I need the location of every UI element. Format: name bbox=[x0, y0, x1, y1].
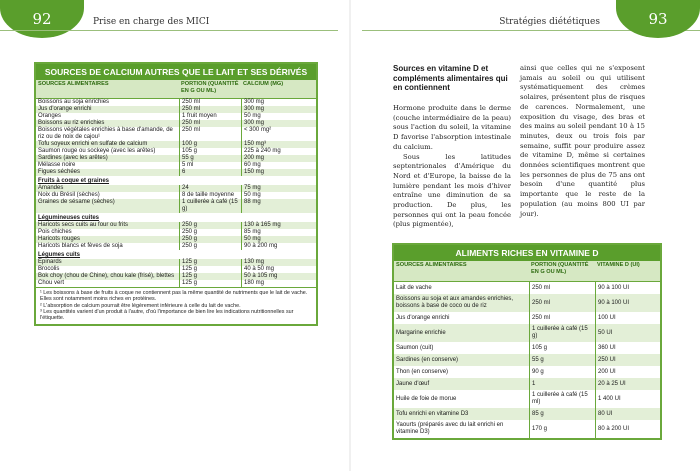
portion-cell: 55 g bbox=[529, 354, 595, 366]
value-cell: 88 mg bbox=[241, 199, 312, 213]
portion-cell: 250 ml bbox=[529, 294, 595, 312]
body-text-column-1 bbox=[393, 104, 511, 230]
portion-cell: 125 g bbox=[179, 280, 241, 287]
page-spine bbox=[349, 0, 351, 471]
food-cell: Haricots secs cuits au four ou frits bbox=[38, 222, 129, 228]
food-cell: Jus d'orange enrichi bbox=[396, 314, 450, 321]
col-header-portion: PORTION (QUANTITÉ EN G OU ML) bbox=[531, 262, 589, 275]
value-cell: 50 mg bbox=[241, 236, 312, 243]
footnote-3: ³ Les quantités varient d'un produit à l'autre, d'où l'importance de bien lire les indications nutritionnelles sur l'étiquette. bbox=[40, 308, 294, 322]
table-row bbox=[36, 259, 316, 266]
portion-cell: 100 g bbox=[179, 141, 241, 148]
col-header-food: SOURCES ALIMENTAIRES bbox=[396, 262, 467, 268]
vitamin-d-table-title: ALIMENTS RICHES EN VITAMINE D bbox=[394, 245, 660, 261]
table-row bbox=[394, 324, 660, 342]
footnote-1: ¹ Les boissons à base de fruits à coque ne contiennent pas la même quantité de nutriments que le lait de vache. Elles sont notamment moins riches en protéines. bbox=[40, 290, 308, 303]
section-label: Fruits à coque et graines bbox=[38, 178, 110, 184]
portion-cell: 125 g bbox=[179, 266, 241, 273]
food-cell: Saumon (cuit) bbox=[396, 344, 434, 351]
calcium-table-title: SOURCES DE CALCIUM AUTRES QUE LE LAIT ET SES DÉRIVÉS bbox=[36, 64, 316, 80]
calcium-rows bbox=[36, 99, 316, 287]
value-cell: 225 à 240 mg bbox=[241, 148, 312, 155]
section-header-legumes bbox=[36, 213, 316, 222]
table-row bbox=[394, 378, 660, 390]
section-header-nuts bbox=[36, 176, 316, 185]
value-cell: 130 mg bbox=[241, 259, 312, 266]
value-cell: 1 400 UI bbox=[595, 390, 656, 408]
value-cell: 150 mg³ bbox=[241, 141, 312, 148]
value-cell: 50 mg bbox=[241, 192, 312, 199]
value-cell: 85 mg bbox=[241, 229, 312, 236]
table-notes bbox=[36, 287, 316, 324]
table-row bbox=[394, 282, 660, 294]
value-cell: 75 mg bbox=[241, 185, 312, 192]
table-row bbox=[36, 273, 316, 280]
table-row bbox=[36, 243, 316, 250]
value-cell: 20 à 25 UI bbox=[595, 378, 656, 390]
running-head-left: Prise en charge des MICI bbox=[93, 17, 210, 27]
food-cell: Margarine enrichie bbox=[396, 329, 446, 336]
value-cell: 90 à 200 mg bbox=[241, 243, 312, 250]
section-label: Légumineuses cuites bbox=[38, 215, 100, 221]
value-cell: 180 mg bbox=[241, 280, 312, 287]
food-cell: Mélasse noire bbox=[38, 162, 76, 168]
portion-cell: 5 ml bbox=[179, 162, 241, 169]
portion-cell: 250 g bbox=[179, 229, 241, 236]
food-cell: Épinards bbox=[38, 259, 62, 265]
value-cell: 130 à 165 mg bbox=[241, 222, 312, 229]
value-cell: 90 à 100 UI bbox=[595, 294, 656, 312]
portion-cell: 1 fruit moyen bbox=[179, 113, 241, 120]
paragraph-2: Sous les latitudes septentrionales d'Amérique du Nord et d'Europe, la baisse de la lumière pendant les mois d'hiver entraîne une diminution de sa production. De plus, les personnes qui ont la peau foncée (plus pigmentée), bbox=[393, 152, 511, 229]
table-row bbox=[36, 266, 316, 273]
table-row bbox=[36, 113, 316, 120]
food-cell: Yaourts (préparés avec du lait enrichi en vitamine D3) bbox=[396, 422, 504, 435]
table-row bbox=[394, 294, 660, 312]
vitamin-d-table bbox=[392, 243, 662, 440]
paragraph-1: Hormone produite dans le derme (couche intermédiaire de la peau) sous l'action du soleil, la vitamine D favorise l'absorption intestinale du calcium. bbox=[393, 104, 511, 151]
col-header-vitamin-d: VITAMINE D (UI) bbox=[597, 262, 640, 268]
calcium-table-header bbox=[36, 80, 316, 99]
portion-cell: 250 ml bbox=[179, 120, 241, 127]
table-row bbox=[36, 222, 316, 229]
table-row bbox=[394, 312, 660, 324]
page-number-left: 92 bbox=[0, 0, 84, 38]
table-row bbox=[394, 354, 660, 366]
table-row bbox=[394, 342, 660, 354]
portion-cell: 125 g bbox=[179, 259, 241, 266]
footnote-2: ² L'absorption de calcium pourrait être légèrement inférieure à celle du lait de vache. bbox=[40, 302, 241, 309]
table-row bbox=[36, 229, 316, 236]
table-row bbox=[36, 120, 316, 127]
body-text-column-2: ainsi que celles qui ne s'exposent jamais au soleil ou qui utilisent systématiquement des crèmes solaires, présentent plus de risques de carences. Normalement, une exposition du visage, des bras et des mains au soleil pendant 10 à 15 minutes, deux ou trois fois par semaine, suffit pour produire assez de vitamine D, même si certaines données scientifiques montrent que les personnes de plus de 75 ans ont besoin d'une quantité plus importante que le reste de la population (au moins 800 UI par jour). bbox=[520, 64, 645, 218]
food-cell: Sardines (en conserve) bbox=[396, 356, 459, 363]
food-cell: Haricots blancs et fèves de soja bbox=[38, 243, 123, 249]
table-row bbox=[36, 280, 316, 287]
portion-cell: 170 g bbox=[529, 420, 595, 438]
portion-cell: 250 ml bbox=[529, 282, 595, 294]
table-row bbox=[394, 420, 660, 438]
table-row bbox=[36, 192, 316, 199]
portion-cell: 125 g bbox=[179, 273, 241, 280]
value-cell: 90 à 100 UI bbox=[595, 282, 656, 294]
portion-cell: 24 bbox=[179, 185, 241, 192]
page-number-right: 93 bbox=[616, 0, 700, 38]
col-header-calcium: CALCIUM (MG) bbox=[243, 81, 284, 87]
food-cell: Graines de sésame (sèches) bbox=[38, 199, 115, 205]
food-cell: Pois chiches bbox=[38, 229, 72, 235]
table-row bbox=[36, 169, 316, 176]
value-cell: 360 UI bbox=[595, 342, 656, 354]
food-cell: Tofu enrichi en vitamine D3 bbox=[396, 410, 469, 417]
value-cell: 50 à 105 mg bbox=[241, 273, 312, 280]
value-cell: 50 UI bbox=[595, 324, 656, 342]
portion-cell: 105 g bbox=[179, 148, 241, 155]
portion-cell: 250 ml bbox=[529, 312, 595, 324]
food-cell: Boissons végétales enrichies à base d'amande, de riz ou de noix de cajou¹ bbox=[38, 127, 173, 140]
value-cell: 200 UI bbox=[595, 366, 656, 378]
portion-cell: 90 g bbox=[529, 366, 595, 378]
portion-cell: 105 g bbox=[529, 342, 595, 354]
food-cell: Jaune d'œuf bbox=[396, 380, 430, 387]
value-cell: 60 mg bbox=[241, 162, 312, 169]
portion-cell: 85 g bbox=[529, 408, 595, 420]
food-cell: Haricots rouges bbox=[38, 236, 81, 242]
value-cell: 300 mg bbox=[241, 120, 312, 127]
value-cell: 50 mg bbox=[241, 113, 312, 120]
value-cell: 200 mg bbox=[241, 155, 312, 162]
value-cell: 40 à 50 mg bbox=[241, 266, 312, 273]
portion-cell: 6 bbox=[179, 169, 241, 176]
table-row bbox=[36, 127, 316, 141]
value-cell: 80 à 200 UI bbox=[595, 420, 656, 438]
food-cell: Boissons au soja enrichies bbox=[38, 99, 110, 105]
value-cell: 300 mg bbox=[241, 106, 312, 113]
portion-cell: 250 ml bbox=[179, 106, 241, 113]
food-cell: Thon (en conserve) bbox=[396, 368, 449, 375]
portion-cell: 55 g bbox=[179, 155, 241, 162]
section-label: Légumes cuits bbox=[38, 252, 81, 258]
food-cell: Bok choy (chou de Chine), chou kale (frisé), blettes bbox=[38, 273, 175, 279]
food-cell: Sardines (avec les arêtes) bbox=[38, 155, 108, 161]
portion-cell: 1 cuillerée à café (15 g) bbox=[179, 199, 241, 213]
food-cell: Brocolis bbox=[38, 266, 60, 272]
col-header-food: SOURCES ALIMENTAIRES bbox=[38, 81, 109, 87]
table-row bbox=[36, 162, 316, 169]
value-cell: 250 UI bbox=[595, 354, 656, 366]
portion-cell: 1 cuillerée à café (15 g) bbox=[529, 324, 595, 342]
value-cell: 80 UI bbox=[595, 408, 656, 420]
food-cell: Tofu soyeux enrichi en sulfate de calcium bbox=[38, 141, 148, 147]
section-header-veg bbox=[36, 250, 316, 259]
portion-cell: 8 de taille moyenne bbox=[179, 192, 241, 199]
table-row bbox=[394, 366, 660, 378]
portion-cell: 1 bbox=[529, 378, 595, 390]
running-head-right: Stratégies diététiques bbox=[499, 17, 600, 27]
value-cell: 300 mg bbox=[241, 99, 312, 106]
food-cell: Saumon rouge ou sockeye (avec les arêtes) bbox=[38, 148, 156, 154]
table-row bbox=[36, 148, 316, 155]
food-cell: Lait de vache bbox=[396, 284, 432, 291]
food-cell: Chou vert bbox=[38, 280, 65, 286]
portion-cell: 250 g bbox=[179, 222, 241, 229]
portion-cell: 1 cuillerée à café (15 ml) bbox=[529, 390, 595, 408]
food-cell: Boissons au riz enrichies bbox=[38, 120, 105, 126]
portion-cell: 250 ml bbox=[179, 99, 241, 106]
food-cell: Huile de foie de morue bbox=[396, 395, 457, 402]
food-cell: Jus d'orange enrichi bbox=[38, 106, 92, 112]
food-cell: Amandes bbox=[38, 185, 64, 191]
food-cell: Oranges bbox=[38, 113, 62, 119]
food-cell: Figues séchées bbox=[38, 169, 81, 175]
food-cell: Boissons au soja et aux amandes enrichies, boissons à base de coco ou de riz bbox=[396, 296, 514, 309]
portion-cell: 250 g bbox=[179, 243, 241, 250]
value-cell: 150 mg bbox=[241, 169, 312, 176]
col-header-portion: PORTION (QUANTITÉ EN G OU ML) bbox=[181, 81, 239, 94]
table-row bbox=[394, 390, 660, 408]
section-subtitle: Sources en vitamine D et compléments alimentaires qui en contiennent bbox=[393, 64, 508, 92]
table-row bbox=[394, 408, 660, 420]
portion-cell: 250 g bbox=[179, 236, 241, 243]
value-cell: < 300 mg² bbox=[241, 127, 312, 141]
table-row bbox=[36, 99, 316, 106]
table-row bbox=[36, 199, 316, 213]
table-row bbox=[36, 106, 316, 113]
food-cell: Noix du Brésil (sèches) bbox=[38, 192, 100, 198]
table-row bbox=[36, 155, 316, 162]
table-row bbox=[36, 141, 316, 148]
calcium-table bbox=[34, 62, 318, 326]
value-cell: 100 UI bbox=[595, 312, 656, 324]
table-row bbox=[36, 185, 316, 192]
vitamin-d-table-header bbox=[394, 261, 660, 282]
portion-cell: 250 ml bbox=[179, 127, 241, 141]
header-rule-left bbox=[0, 30, 338, 31]
table-row bbox=[36, 236, 316, 243]
